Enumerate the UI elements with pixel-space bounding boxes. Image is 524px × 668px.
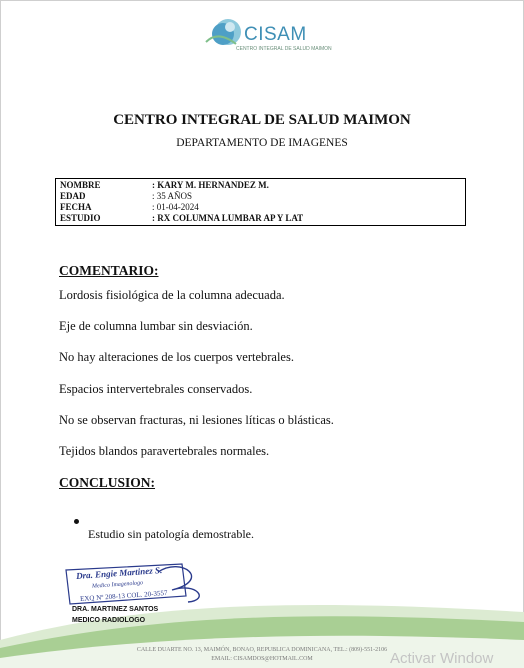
info-label: FECHA [60, 202, 92, 212]
conclusion-heading: CONCLUSION: [59, 475, 156, 490]
info-label: ESTUDIO [60, 213, 101, 223]
logo-name: CISAM [244, 24, 307, 45]
finding-line: Lordosis fisiológica de la columna adecuada. [59, 288, 285, 302]
bullet-icon [74, 519, 79, 524]
patient-info-box [55, 178, 466, 226]
info-label: NOMBRE [60, 180, 101, 190]
conclusion-item: Estudio sin patología demostrable. [88, 527, 254, 541]
info-value: : 01-04-2024 [152, 202, 199, 212]
signature-name: DRA. MARTINEZ SANTOS [72, 606, 159, 613]
comentario-heading: COMENTARIO: [59, 263, 159, 278]
info-value: : KARY M. HERNANDEZ M. [152, 180, 269, 190]
stamp-role: Medico Imagenologo [91, 580, 144, 590]
department: DEPARTAMENTO DE IMAGENES [176, 137, 348, 149]
activation-watermark: Activar Window [390, 650, 494, 667]
document-title: CENTRO INTEGRAL DE SALUD MAIMON [113, 112, 411, 128]
footer-address: CALLE DUARTE NO. 13, MAIMÓN, BONAO, REPUBLICA DOMINICANA, TEL.: (809)-551-2106 [136, 647, 388, 653]
cisam-logo [202, 12, 332, 56]
finding-line: Tejidos blandos paravertebrales normales. [59, 444, 270, 458]
info-label: EDAD [60, 191, 86, 201]
stamp-registry: EXQ Nº 208-13 COL. 20-3557 [79, 588, 168, 604]
signature-role: MEDICO RADIOLOGO [72, 617, 146, 624]
logo-subtitle: CENTRO INTEGRAL DE SALUD MAIMON [236, 46, 332, 52]
finding-line: Espacios intervertebrales conservados. [59, 382, 253, 396]
doctor-stamp [62, 560, 214, 610]
finding-line: No hay alteraciones de los cuerpos vertebrales. [59, 350, 294, 364]
finding-line: Eje de columna lumbar sin desviación. [59, 319, 253, 333]
info-value: : 35 AÑOS [152, 191, 193, 201]
finding-line: No se observan fracturas, ni lesiones líticas o blásticas. [59, 413, 334, 427]
stamp-name: Dra. Engie Martinez S. [75, 565, 163, 581]
footer-email: EMAIL: CISAMDOS@HOTMAIL.COM [211, 656, 313, 662]
info-value: : RX COLUMNA LUMBAR AP Y LAT [152, 213, 304, 223]
